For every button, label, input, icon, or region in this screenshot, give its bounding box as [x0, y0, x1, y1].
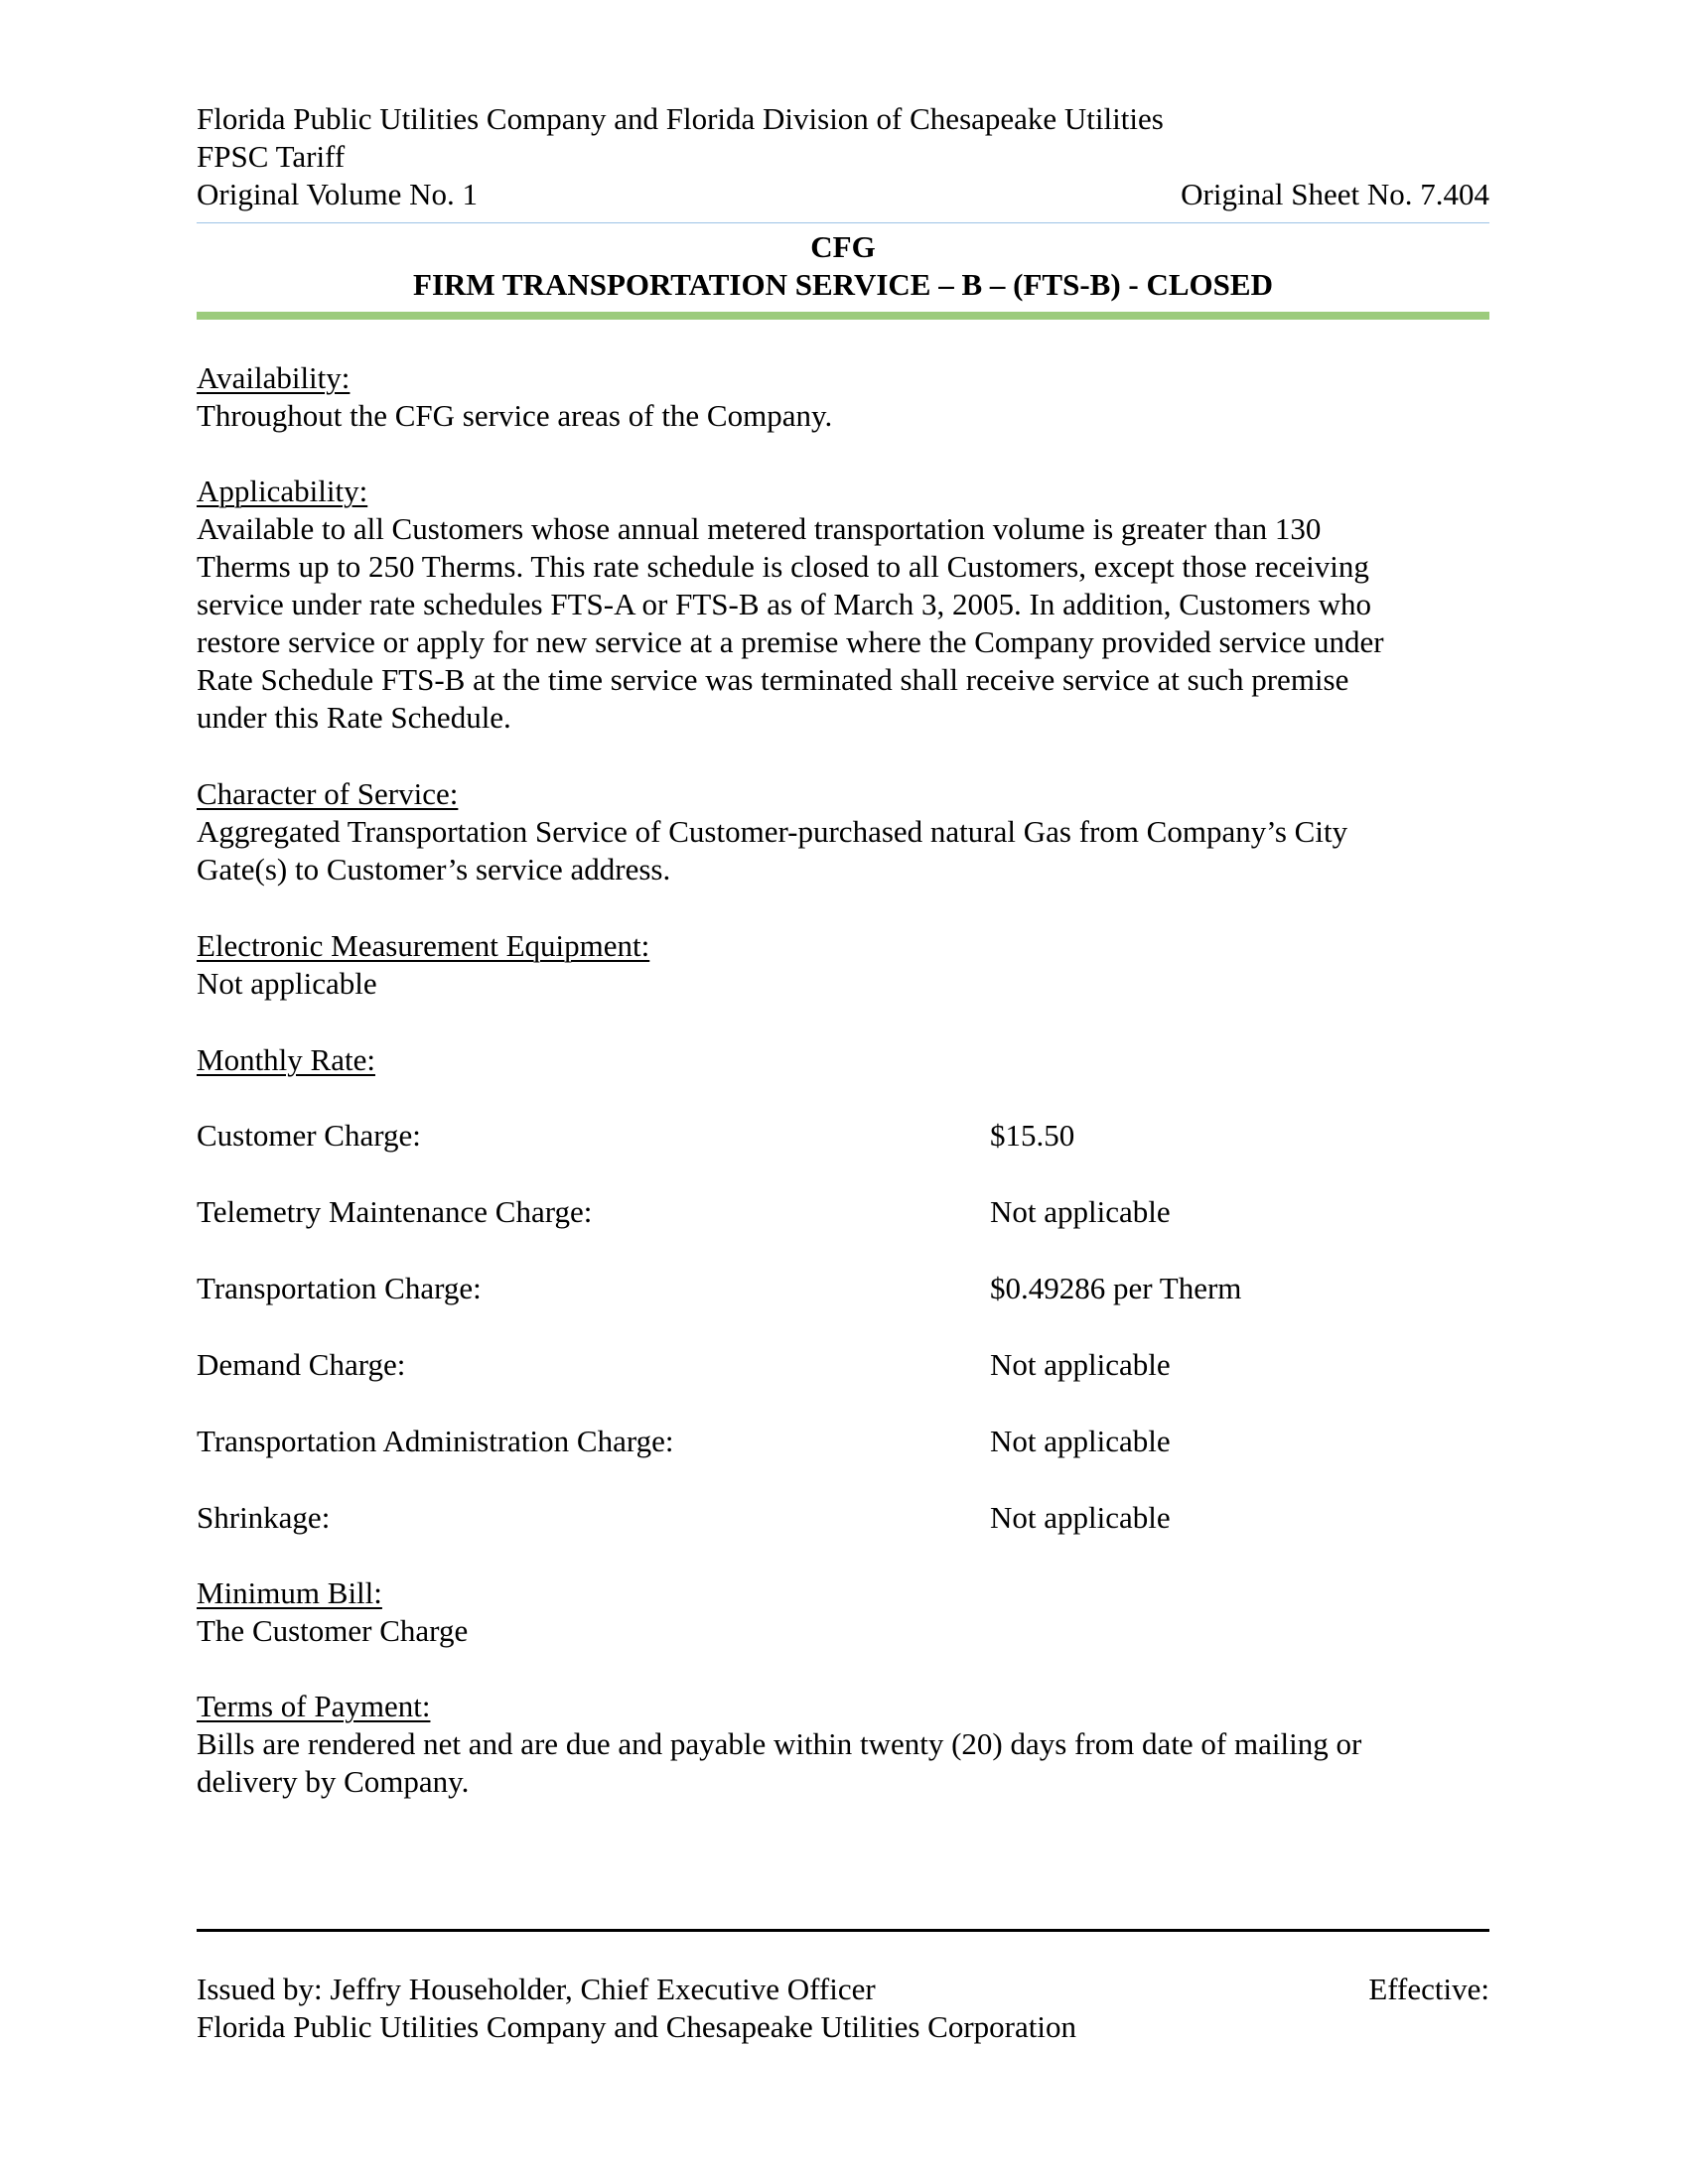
availability-text: Throughout the CFG service areas of the Company. [197, 398, 833, 433]
rate-value: Not applicable [990, 1347, 1171, 1382]
applicability-line: service under rate schedules FTS-A or FTS-B as of March 3, 2005. In addition, Customers who [197, 587, 1371, 621]
page-title: FIRM TRANSPORTATION SERVICE – B – (FTS-B) - CLOSED [413, 267, 1273, 302]
header-company-line: Florida Public Utilities Company and Florida Division of Chesapeake Utilities [197, 101, 1164, 136]
rate-row [197, 1346, 1489, 1384]
header-volume: Original Volume No. 1 [197, 177, 479, 211]
monthly-rate-heading: Monthly Rate: [197, 1042, 375, 1077]
minimum-bill-text: The Customer Charge [197, 1613, 469, 1648]
rate-value: $0.49286 per Therm [990, 1271, 1242, 1305]
tariff-page [197, 0, 1489, 2184]
rate-label: Customer Charge: [197, 1118, 421, 1153]
rate-label: Transportation Charge: [197, 1271, 482, 1305]
header-divider [197, 222, 1489, 223]
terms-of-payment-line: Bills are rendered net and are due and payable within twenty (20) days from date of mailing or [197, 1726, 1362, 1761]
terms-of-payment-section [197, 1688, 1489, 1801]
title-cfg: CFG [810, 229, 876, 264]
character-of-service-line: Aggregated Transportation Service of Customer-purchased natural Gas from Company’s City [197, 814, 1348, 849]
footer-company: Florida Public Utilities Company and Chesapeake Utilities Corporation [197, 2009, 1076, 2044]
applicability-line: Rate Schedule FTS-B at the time service was terminated shall receive service at such premise [197, 662, 1349, 697]
rate-row [197, 1117, 1489, 1155]
minimum-bill-heading: Minimum Bill: [197, 1575, 382, 1610]
title-divider [197, 312, 1489, 320]
rate-row [197, 1423, 1489, 1460]
rate-label: Telemetry Maintenance Charge: [197, 1194, 593, 1229]
applicability-line: Therms up to 250 Therms. This rate schedule is closed to all Customers, except those receiving [197, 549, 1369, 584]
terms-of-payment-heading: Terms of Payment: [197, 1689, 431, 1723]
measurement-equipment-section [197, 927, 1489, 1003]
minimum-bill-section [197, 1574, 1489, 1650]
character-of-service-line: Gate(s) to Customer’s service address. [197, 852, 671, 887]
rate-label: Transportation Administration Charge: [197, 1424, 674, 1458]
footer-issued-by: Issued by: Jeffry Householder, Chief Executive Officer [197, 1972, 876, 2006]
rate-value: Not applicable [990, 1424, 1171, 1458]
availability-section [197, 359, 1489, 435]
applicability-line: Available to all Customers whose annual metered transportation volume is greater than 130 [197, 511, 1322, 546]
terms-of-payment-line: delivery by Company. [197, 1764, 470, 1799]
monthly-rate-section [197, 1041, 1489, 1079]
measurement-equipment-text: Not applicable [197, 966, 377, 1001]
character-of-service-section [197, 775, 1489, 888]
header-sheet-number: Original Sheet No. 7.404 [1181, 177, 1489, 211]
rate-row [197, 1499, 1489, 1537]
applicability-heading: Applicability: [197, 474, 368, 508]
character-of-service-heading: Character of Service: [197, 776, 459, 811]
applicability-section [197, 473, 1489, 737]
rate-label: Demand Charge: [197, 1347, 406, 1382]
rate-value: $15.50 [990, 1118, 1075, 1153]
header-tariff: FPSC Tariff [197, 139, 346, 174]
applicability-line: under this Rate Schedule. [197, 700, 511, 735]
rate-label: Shrinkage: [197, 1500, 331, 1535]
rate-value: Not applicable [990, 1194, 1171, 1229]
measurement-equipment-heading: Electronic Measurement Equipment: [197, 928, 650, 963]
applicability-line: restore service or apply for new service at a premise where the Company provided service under [197, 624, 1384, 659]
rate-row [197, 1270, 1489, 1307]
rate-row [197, 1193, 1489, 1231]
footer-divider [197, 1929, 1489, 1932]
availability-heading: Availability: [197, 360, 351, 395]
rate-value: Not applicable [990, 1500, 1171, 1535]
footer-effective: Effective: [1368, 1972, 1489, 2006]
